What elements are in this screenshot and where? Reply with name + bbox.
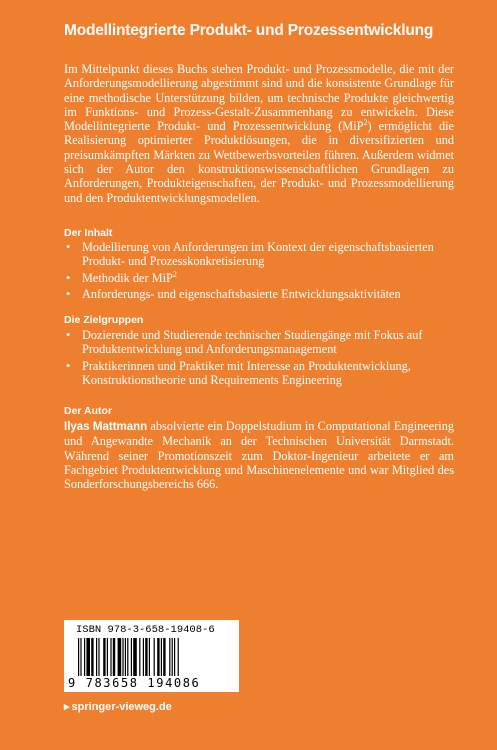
list-item: • Dozierende und Studierende technischer Studiengänge mit Fokus auf Produktentwicklung und Anforderungsmanagement	[66, 328, 423, 357]
intro-text-part1: Im Mittelpunkt dieses Buchs stehen Produkt- und Prozessmodelle, die mit der Anforderungsmodellierung abgestimmt sind und die konsistente Grundlage für eine methodische Unterstützung bilden, um technische Produkte gleichwertig im Funktions- und Prozess-Gestalt-Zusammenhang zu entwickeln. Diese Modellintegrierte Produkt- und Prozessentwicklung (MiP	[64, 62, 454, 134]
list-item: • Modellierung von Anforderungen im Kontext der eigenschaftsbasierten Produkt- und Prozesskonkretisierung	[66, 240, 434, 269]
list-item: • Methodik der MiP$^2$	[66, 269, 177, 285]
bullet-icon: •	[66, 358, 71, 373]
barcode-icon	[78, 638, 228, 676]
intro-text-part2: ) ermöglicht die Realisierung optimierter Produktlösungen, die in diversifizierten und preisumkämpften Märkten zu Wettbewerbsvorteilen führen. Außerdem widmet sich der Autor den konstruktionswissenschaftlichen Grundlagen zu Anforderungen, Produkteigenschaften, der Produkt- und Prozessmodellierung und den Produktentwicklungsmodellen.	[64, 119, 454, 205]
section-heading-inhalt: Der Inhalt	[64, 227, 113, 239]
bullet-icon: •	[66, 286, 71, 301]
intro-paragraph	[64, 62, 454, 205]
book-title: Modellintegrierte Produkt- und Prozessentwicklung	[64, 22, 434, 39]
section-heading-zielgruppen: Die Zielgruppen	[64, 314, 144, 326]
author-paragraph	[64, 419, 454, 491]
superscript-2: 2	[363, 118, 368, 128]
bullet-icon: •	[66, 328, 71, 342]
inhalt-list	[64, 240, 459, 303]
barcode-digits: 9 783658 194086	[68, 676, 201, 690]
bullet-icon: •	[66, 240, 71, 254]
website-link[interactable]	[64, 700, 172, 713]
author-bio: absolvierte ein Doppelstudium in Computational Engineering und Angewandte Mechanik an der Technischen Universität Darmstadt. Während seiner Promotionszeit zum Doktor-Ingenieur arbeitete er am Fachgebiet Produktentwicklung und Maschinenelemente und war Mitglied des Sonderforschungsbereichs 666.	[64, 419, 455, 492]
bullet-icon: •	[66, 270, 71, 285]
author-name: Ilyas Mattmann	[64, 421, 148, 433]
list-item: • Anforderungs- und eigenschaftsbasierte Entwicklungsaktivitäten	[66, 286, 401, 301]
list-item: • Praktikerinnen und Praktiker mit Interesse an Produktentwicklung, Konstruktionstheorie und Requirements Engineering	[66, 358, 411, 387]
zielgruppen-list	[64, 328, 459, 389]
arrow-right-icon: ▸	[64, 701, 70, 713]
website-url: springer-vieweg.de	[71, 701, 172, 713]
barcode-block	[64, 620, 239, 692]
section-heading-autor: Der Autor	[64, 405, 113, 417]
isbn-label: ISBN 978-3-658-19408-6	[76, 624, 215, 636]
